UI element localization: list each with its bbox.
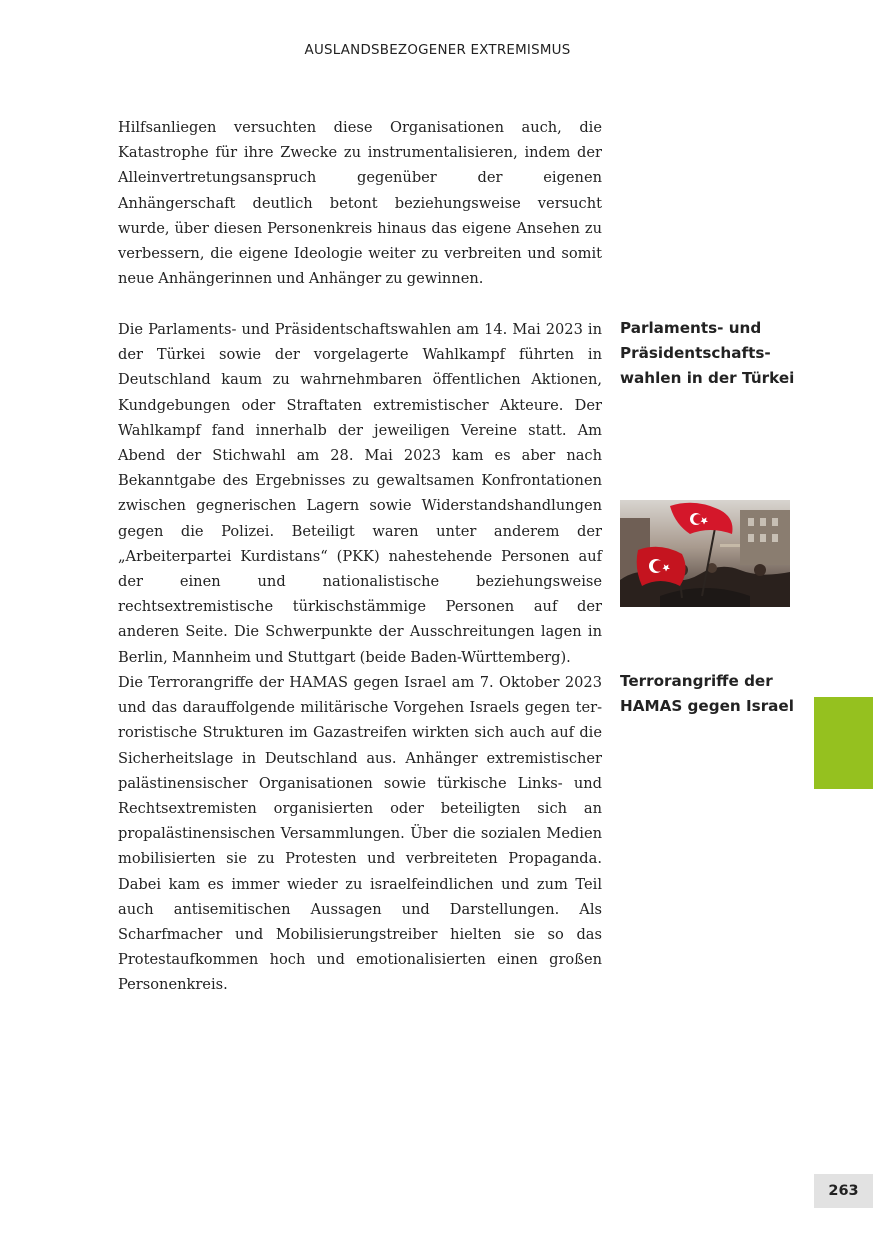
chapter-accent-tab [814,697,873,789]
marginal-heading-elections: Parlaments- und Präsidentschaftswahlen in der Türkei [620,319,795,387]
turkish-flags-photo [620,500,790,607]
running-header: AUSLANDSBEZOGENER EXTREMISMUS [304,43,571,58]
body-paragraph-elections: Die Parlaments- und Präsidentschaftswahlen am 14. Mai 2023 in der Türkei sowie der vorgelagerte Wahlkampf führten in Deutschland kaum zu wahrnehmbaren öffentlichen Aktionen, Kundgebungen oder Straftaten extremistischer Akteure. Der Wahlkampf fand innerhalb der jeweiligen Vereine statt. Am Abend der Stichwahl am 28. Mai 2023 kam es aber nach Bekanntgabe des Ergebnisses zu gewaltsamen Konfrontationen zwischen gegnerischen Lagern sowie Widerstandshandlungen gegen die Polizei. Beteiligt waren unter anderem der „Arbeiterpartei Kurdistans“ (PKK) nahestehende Personen auf der einen und nationalistische beziehungsweise rechtsextremistische türkischstämmige Personen auf der anderen Seite. Die Schwerpunkte der Ausschreitungen lagen in Berlin, Mannheim und Stuttgart (beide Baden-Württemberg). [118,321,602,666]
marginal-heading-hamas: Terrorangriffe der HAMAS gegen Israel [620,672,794,715]
turkish-flags-illustration [620,500,790,607]
body-paragraph-hamas: Die Terrorangriffe der HAMAS gegen Israel am 7. Oktober 2023 und das darauffolgende militärische Vorgehen Israels gegen terroristische Strukturen im Gazastreifen wirkten sich auch auf die Sicherheitslage in Deutschland aus. Anhänger extremistischer palästinensischer Organisationen sowie türkische Links- und Rechtsextremisten organisierten oder beteiligten sich an propalästinensischen Versammlungen. Über die sozialen Medien mobilisierten sie zu Protesten und verbreiteten Propaganda. Dabei kam es immer wieder zu israelfeindlichen und zum Teil auch antisemitischen Aussagen und Darstellungen. Als Scharfmacher und Mobilisierungstreiber hielten sie so das Protestaufkommen hoch und emotionalisierten einen großen Personenkreis. [118,674,602,994]
body-paragraph-aid: Hilfsanliegen versuchten diese Organisationen auch, die Katastrophe für ihre Zwecke zu instrumentalisieren, indem der Alleinvertretungsanspruch gegenüber der eigenen Anhängerschaft deutlich betont beziehungsweise versucht wurde, über diesen Personenkreis hinaus das eigene Ansehen zu verbessern, die eigene Ideologie weiter zu verbreiten und somit neue Anhängerinnen und Anhänger zu gewinnen. [118,119,602,288]
page-number: 263 [814,1174,873,1208]
